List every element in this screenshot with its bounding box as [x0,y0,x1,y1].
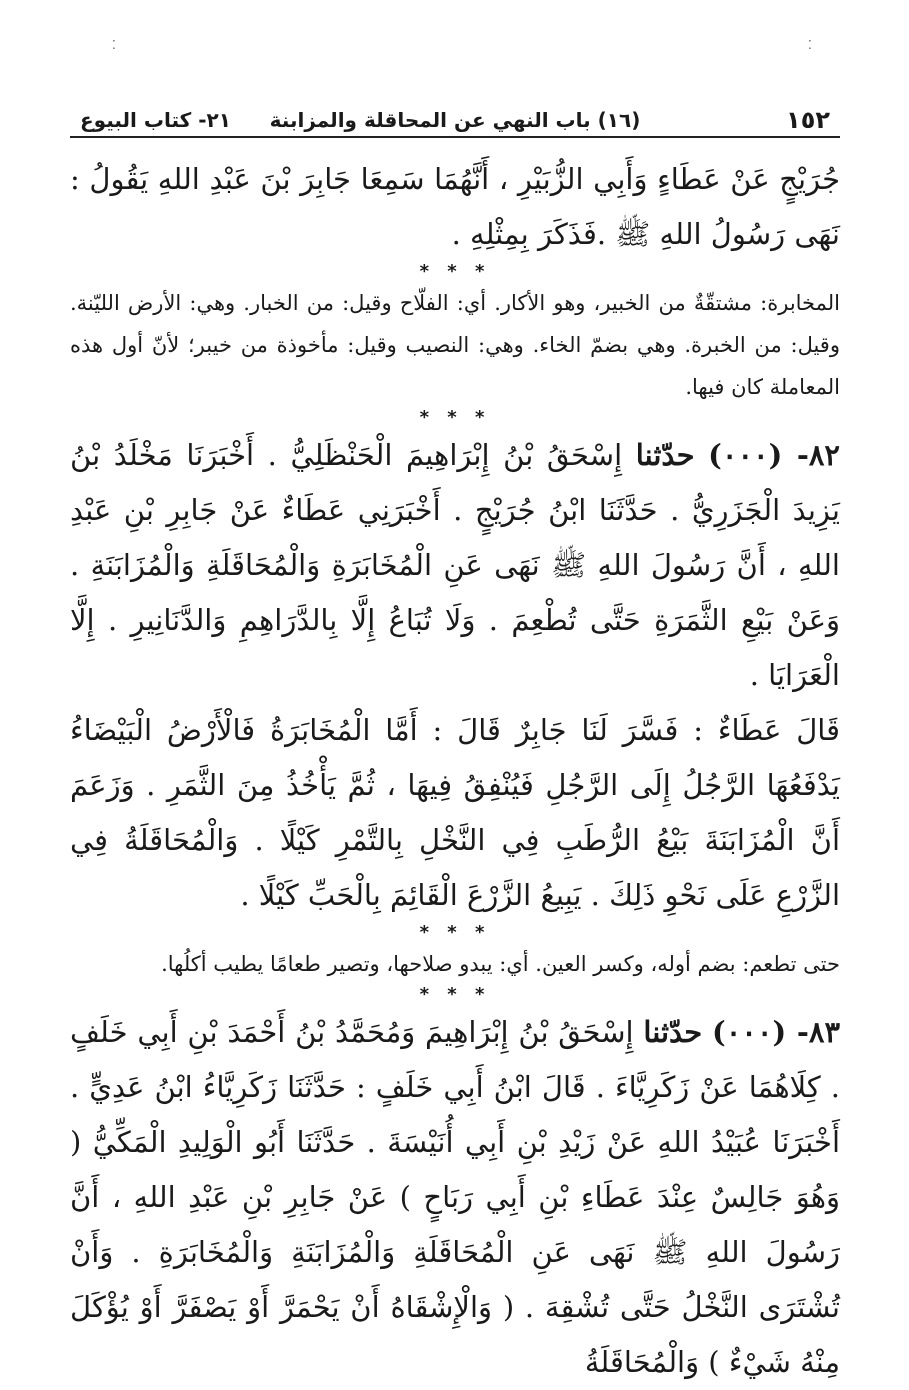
section-separator: * * * [419,261,491,282]
hadith-continuation: جُرَيْجٍ عَنْ عَطَاءٍ وَأَبِي الزُّبَيْرِ ، أَنَّهُمَا سَمِعَا جَابِرَ بْنَ عَبْدِ اللهِ يَقُولُ : نَهَى رَسُولُ اللهِ ﷺ .فَذَكَرَ بِمِثْلِهِ . [70,162,840,251]
hadith-opening: حدّثنا [635,438,695,472]
hadith-number: ٨٣- (٠٠٠) [711,1015,841,1049]
scan-speck: ⁚ [112,38,116,52]
book-title: ٢١- كتاب البيوع [80,108,231,132]
scan-speck: ⁚ [808,38,812,52]
hadith-text: إِسْحَقُ بْنُ إِبْرَاهِيمَ الْحَنْظَلِيُّ . أَخْبَرَنَا مَخْلَدُ بْنُ يَزِيدَ الْجَزَرِيُّ . حَدَّثَنَا ابْنُ جُرَيْجٍ . أَخْبَرَنِي عَطَاءٌ عَنْ جَابِرِ بْنِ عَبْدِ اللهِ ، أَنَّ رَسُولَ اللهِ ﷺ نَهَى عَنِ الْمُخَابَرَةِ وَالْمُحَاقَلَةِ وَالْمُزَابَنَةِ . وَعَنْ بَيْعِ الثَّمَرَةِ حَتَّى تُطْعِمَ . وَلَا تُبَاعُ إِلَّا بِالدَّرَاهِمِ وَالدَّنَانِيرِ . إِلَّا الْعَرَايَا . [70,438,840,692]
section-separator: * * * [419,407,491,428]
hadith-opening: حدّثنا [643,1015,703,1049]
hadith-83 [70,1005,840,1390]
hadith-82-explanation: قَالَ عَطَاءٌ : فَسَّرَ لَنَا جَابِرٌ قَالَ : أَمَّا الْمُخَابَرَةُ فَالْأَرْضُ الْبَيْضَاءُ يَدْفَعُهَا الرَّجُلُ إِلَى الرَّجُلِ فَيُنْفِقُ فِيهَا ، ثُمَّ يَأْخُذُ مِنَ الثَّمَرِ . وَزَعَمَ أَنَّ الْمُزَابَنَةَ بَيْعُ الرُّطَبِ فِي النَّخْلِ بِالتَّمْرِ كَيْلًا . وَالْمُحَاقَلَةُ فِي الزَّرْعِ عَلَى نَحْوِ ذَلِكَ . يَبِيعُ الزَّرْعَ الْقَائِمَ بِالْحَبِّ كَيْلًا . [70,713,840,912]
hadith-82 [70,428,840,703]
commentary-note: المخابرة: مشتقّةٌ من الخبير، وهو الأكار. أي: الفلّاح وقيل: من الخبار. وهي: الأرض الليّنة. وقيل: من الخبرة. وهي بضمّ الخاء. وهي: النصيب وقيل: مأخوذة من خيبر؛ لأنّ أول هذه المعاملة كان فيها. [70,291,840,399]
chapter-title: (١٦) باب النهي عن المحاقلة والمزابنة [269,108,641,132]
section-separator: * * * [419,922,491,943]
commentary-note: حتى تطعم: بضم أوله، وكسر العين. أي: يبدو صلاحها، وتصير طعامًا يطيب أكلُها. [161,952,840,976]
book-page [70,100,840,1390]
page-number: ١٥٢ [786,106,830,134]
hadith-number: ٨٢- (٠٠٠) [708,438,841,472]
hadith-text: إِسْحَقُ بْنُ إِبْرَاهِيمَ وَمُحَمَّدُ بْنُ أَحْمَدَ بْنِ أَبِي خَلَفٍ . كِلَاهُمَا عَنْ زَكَرِيَّاءَ . قَالَ ابْنُ أَبِي خَلَفٍ : حَدَّثَنَا زَكَرِيَّاءُ ابْنُ عَدِيٍّ . أَخْبَرَنَا عُبَيْدُ اللهِ عَنْ زَيْدِ بْنِ أَبِي أُنَيْسَةَ . حَدَّثَنَا أَبُو الْوَلِيدِ الْمَكِّيُّ ( وَهُوَ جَالِسٌ عِنْدَ عَطَاءِ بْنِ أَبِي رَبَاحٍ ) عَنْ جَابِرِ بْنِ عَبْدِ اللهِ ، أَنَّ رَسُولَ اللهِ ﷺ نَهَى عَنِ الْمُحَاقَلَةِ وَالْمُزَابَنَةِ وَالْمُخَابَرَةِ . وَأَنْ تُشْتَرَى النَّخْلُ حَتَّى تُشْقِهَ . ( وَالْإِشْقَاهُ أَنْ يَحْمَرَّ أَوْ يَصْفَرَّ أَوْ يُؤْكَلَ مِنْهُ شَيْءٌ ) وَالْمُحَاقَلَةُ [70,1015,840,1379]
section-separator: * * * [419,984,491,1005]
running-header [70,100,840,138]
